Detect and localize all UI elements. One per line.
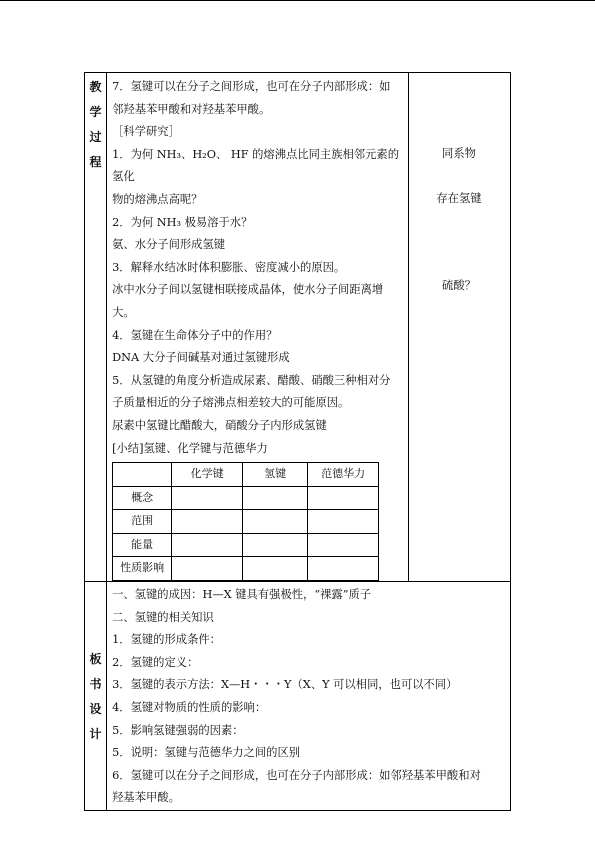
comparison-cell (172, 533, 243, 557)
text-line: 4．氢键对物质的性质的影响： (112, 701, 267, 715)
comparison-row (113, 510, 379, 534)
teaching-process-label (85, 73, 106, 172)
text-line: 2．为何 NH₃ 极易溶于水？ (112, 215, 253, 229)
comparison-cell (172, 557, 243, 581)
board-design-row (85, 582, 511, 811)
label-char: 书 (89, 676, 102, 691)
text-line: ［科学研究］ (112, 125, 180, 139)
lesson-plan-table (84, 72, 511, 811)
note-text: 同系物 (442, 147, 476, 160)
comparison-row (113, 557, 379, 581)
comparison-cell (308, 510, 379, 534)
comparison-cell (243, 486, 308, 510)
text-line: 羟基苯甲酸。 (112, 791, 180, 805)
text-line: 子质量相近的分子熔沸点相差较大的可能原因。 (112, 396, 350, 410)
text-line: 一、氢键的成因：H—X 键具有强极性，“裸露”质子 (112, 588, 372, 602)
text-line: 5．从氢键的角度分析造成尿素、醋酸、硝酸三种相对分 (112, 373, 391, 387)
page-top-rule (0, 0, 595, 1)
text-line: 1．氢键的形成条件： (112, 633, 221, 647)
comparison-header-cell: 化学键 (172, 463, 243, 487)
text-line: 邻羟基苯甲酸和对羟基苯甲酸。 (112, 102, 271, 116)
text-line: 物的熔沸点高呢？ (112, 192, 203, 206)
comparison-header-row (113, 463, 379, 487)
text-line: 大。 (112, 305, 135, 319)
label-char: 程 (89, 155, 102, 169)
board-design-label (85, 649, 106, 744)
text-line: 1．为何 NH₃、H₂O、 HF 的熔沸点比同主族相邻元素的氢化 (112, 147, 399, 184)
text-line: 5．说明：氢键与范德华力之间的区别 (112, 746, 301, 760)
label-char: 计 (89, 726, 102, 741)
text-line: 6．氢键可以在分子之间形成，也可在分子内部形成：如邻羟基苯甲酸和对 (112, 768, 481, 782)
comparison-row-label: 范围 (113, 510, 172, 534)
text-line: 5．影响氢键强弱的因素： (112, 723, 244, 737)
label-char: 过 (89, 130, 102, 144)
comparison-row-label: 性质影响 (113, 557, 172, 581)
comparison-cell (308, 557, 379, 581)
label-char: 板 (89, 651, 102, 666)
label-char: 学 (89, 105, 102, 119)
text-line: 7．氢键可以在分子之间形成，也可在分子内部形成：如 (112, 80, 391, 93)
comparison-header-cell (113, 463, 172, 487)
text-line: 4．氢键在生命体分子中的作用？ (112, 328, 278, 342)
text-line: 3．氢键的表示方法：X—H・・・Y（X、Y 可以相同，也可以不同） (112, 678, 458, 692)
teaching-process-label-cell (85, 73, 107, 582)
comparison-cell (243, 533, 308, 557)
text-line: 尿素中氢键比醋酸大，硝酸分子内形成氢键 (112, 418, 327, 432)
board-design-content (107, 582, 511, 811)
comparison-row-label: 概念 (113, 486, 172, 510)
text-line: [小结]氢键、化学键与范德华力 (112, 441, 268, 455)
note-text: 存在氢键 (436, 192, 482, 205)
text-line: 二、氢键的相关知识 (112, 610, 214, 624)
teaching-notes-cell (408, 73, 511, 582)
board-design-label-cell (85, 582, 107, 811)
comparison-cell (172, 486, 243, 510)
comparison-cell (243, 510, 308, 534)
comparison-cell (308, 533, 379, 557)
comparison-row-label: 能量 (113, 533, 172, 557)
label-char: 教 (89, 80, 102, 94)
note-text: 硫酸？ (442, 279, 476, 292)
comparison-cell (308, 486, 379, 510)
comparison-row (113, 486, 379, 510)
text-line: 冰中水分子间以氢键相联接成晶体，使水分子间距离增 (112, 283, 384, 297)
text-line: 氨、水分子间形成氢键 (112, 238, 226, 252)
comparison-row (113, 533, 379, 557)
text-line: DNA 大分子间碱基对通过氢键形成 (112, 351, 290, 365)
teaching-process-content (107, 73, 408, 582)
comparison-header-cell: 范德华力 (308, 463, 379, 487)
comparison-table (112, 462, 379, 581)
teaching-process-row (85, 73, 511, 582)
comparison-cell (172, 510, 243, 534)
comparison-cell (243, 557, 308, 581)
comparison-header-cell: 氢键 (243, 463, 308, 487)
label-char: 设 (89, 701, 102, 716)
text-line: 3．解释水结冰时体积膨胀、密度减小的原因。 (112, 260, 346, 274)
text-line: 2．氢键的定义： (112, 655, 199, 669)
